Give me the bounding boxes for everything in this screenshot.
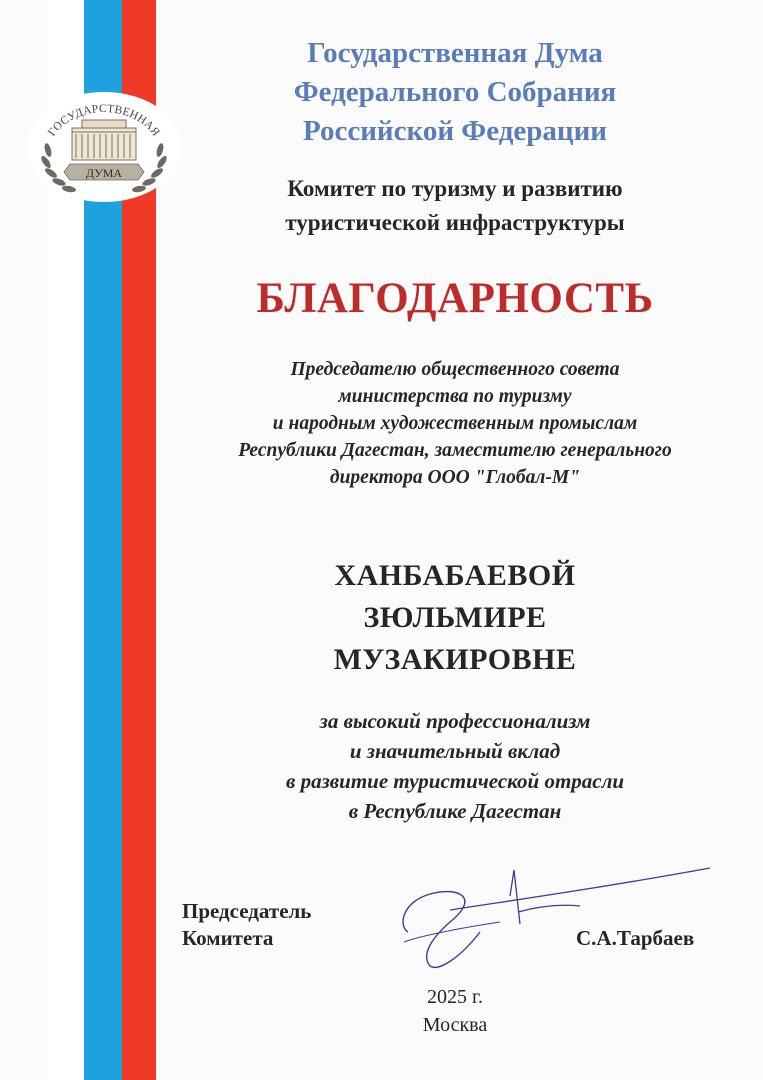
org-title-line: Российской Федерации <box>302 115 607 147</box>
recipient-name-line: ХАНБАБАЕВОЙ <box>334 559 576 592</box>
emblem-banner-text: ДУМА <box>85 166 123 180</box>
recipient-name-line: МУЗАКИРОВНЕ <box>333 643 577 676</box>
recipient-position-line: Республики Дагестан, заместителю генерального <box>238 440 672 461</box>
recipient-position <box>175 356 735 491</box>
emblem-arc-text: ГОСУДАРСТВЕННАЯ <box>46 102 162 139</box>
recipient-name-line: ЗЮЛЬМИРЕ <box>363 601 547 634</box>
recipient-position-line: Председателю общественного совета <box>290 359 620 380</box>
org-title-line: Федерального Собрания <box>293 76 617 108</box>
footer <box>305 983 605 1039</box>
duma-building-icon <box>72 120 136 160</box>
recipient-position-line: министерства по туризму <box>338 386 572 407</box>
award-reason-line: в развитие туристической отрасли <box>285 769 625 793</box>
recipient-position-line: и народным художественным промыслам <box>272 413 638 434</box>
recipient-name <box>175 555 735 681</box>
organization-title <box>175 34 735 151</box>
signer-name: С.А.Тарбаев <box>576 926 695 950</box>
award-reason-line: за высокий профессионализм <box>319 709 591 733</box>
duma-emblem <box>26 92 182 202</box>
document-title: БЛАГОДАРНОСТЬ <box>256 275 654 322</box>
award-reason-line: и значительный вклад <box>349 739 561 763</box>
handwritten-signature <box>390 862 720 972</box>
signer-position-line: Комитета <box>182 926 274 950</box>
document-city: Москва <box>422 1014 488 1036</box>
award-reason <box>175 706 735 826</box>
signer-position-line: Председатель <box>182 899 312 923</box>
committee-line: туристической инфраструктуры <box>285 210 625 235</box>
committee-name <box>175 172 735 240</box>
document-year: 2025 г. <box>427 986 483 1008</box>
signer-position <box>182 898 311 952</box>
org-title-line: Государственная Дума <box>307 37 603 69</box>
recipient-position-line: директора ООО "Глобал-М" <box>329 467 581 488</box>
committee-line: Комитет по туризму и развитию <box>287 176 623 201</box>
award-reason-line: в Республике Дагестан <box>348 799 562 823</box>
